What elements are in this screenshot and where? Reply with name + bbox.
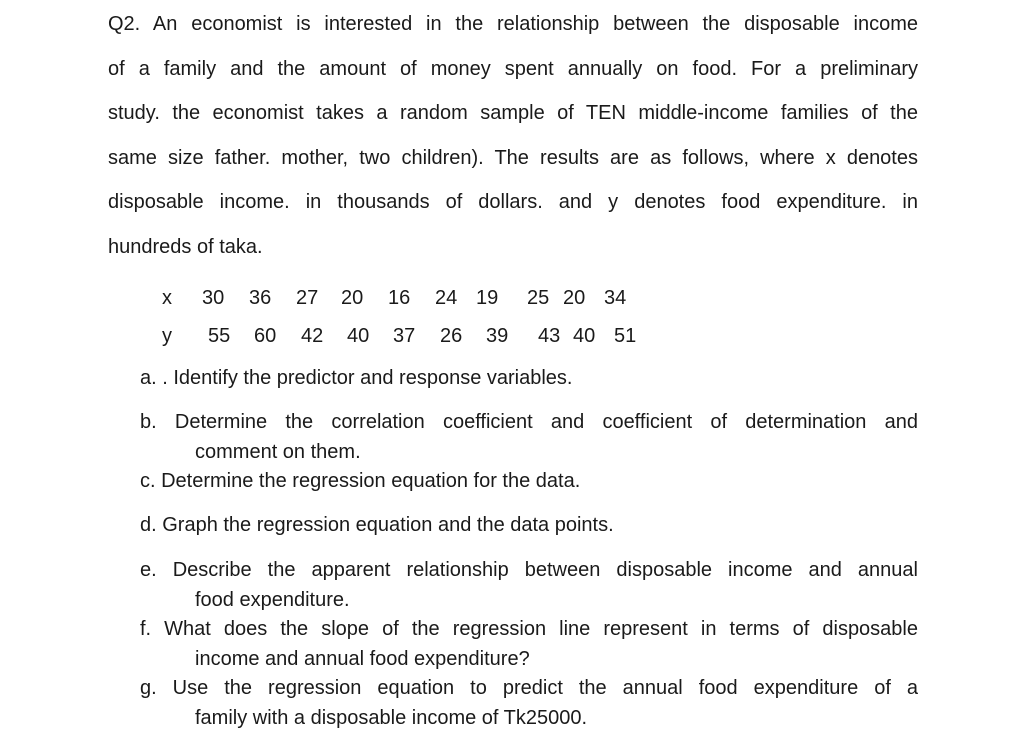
x-value: 24 (435, 287, 458, 309)
question-text: d. Graph the regression equation and the data points. (140, 514, 614, 536)
question-text-continued: food expenditure. (195, 588, 350, 611)
question-text: f. What does the slope of the regression line represent in terms of disposable (140, 618, 918, 640)
question-text-continued: family with a disposable income of Tk25000. (195, 706, 588, 729)
question-item-b (140, 408, 918, 467)
x-value: 36 (249, 287, 272, 309)
y-value: 42 (301, 325, 324, 347)
question-text: g. Use the regression equation to predict the annual food expenditure of a (140, 677, 918, 699)
x-value: 27 (296, 287, 319, 309)
question-item-f (140, 615, 918, 674)
question-item-c (140, 467, 918, 497)
intro-line: study. the economist takes a random sample of TEN middle-income families of the (108, 102, 918, 124)
question-intro-paragraph (108, 2, 918, 269)
y-value: 55 (208, 325, 231, 347)
x-value: 20 (341, 287, 364, 309)
question-text: e. Describe the apparent relationship between disposable income and annual (140, 559, 918, 581)
y-value: 40 (347, 325, 370, 347)
question-text: a. . Identify the predictor and response variables. (140, 367, 573, 389)
x-value: 19 (476, 287, 499, 309)
question-item-a (140, 364, 918, 394)
intro-line: disposable income. in thousands of dollars. and y denotes food expenditure. in (108, 191, 918, 213)
x-value: 16 (388, 287, 411, 309)
question-item-e (140, 556, 918, 615)
y-value: 51 (614, 325, 637, 347)
question-text-continued: income and annual food expenditure? (195, 647, 530, 670)
question-text: c. Determine the regression equation for the data. (140, 470, 581, 492)
intro-line: of a family and the amount of money spent annually on food. For a preliminary (108, 57, 918, 80)
y-row-label: y (162, 325, 172, 347)
y-value: 26 (440, 325, 463, 347)
question-text-continued: comment on them. (195, 440, 361, 463)
y-value: 40 (573, 325, 596, 347)
x-value: 30 (202, 287, 225, 309)
question-item-d (140, 511, 918, 541)
intro-line: hundreds of taka. (108, 235, 263, 258)
intro-line: Q2. An economist is interested in the relationship between the disposable income (108, 13, 918, 35)
y-value: 60 (254, 325, 277, 347)
x-value: 34 (604, 287, 627, 309)
x-value: 20 (563, 287, 586, 309)
question-text: b. Determine the correlation coefficient and coefficient of determination and (140, 411, 918, 433)
x-row-label: x (162, 287, 172, 309)
intro-line: same size father. mother, two children). The results are as follows, where x denotes (108, 146, 918, 169)
x-value: 25 (527, 287, 550, 309)
question-item-g (140, 674, 918, 733)
y-value: 37 (393, 325, 416, 347)
y-value: 43 (538, 325, 561, 347)
y-value: 39 (486, 325, 509, 347)
